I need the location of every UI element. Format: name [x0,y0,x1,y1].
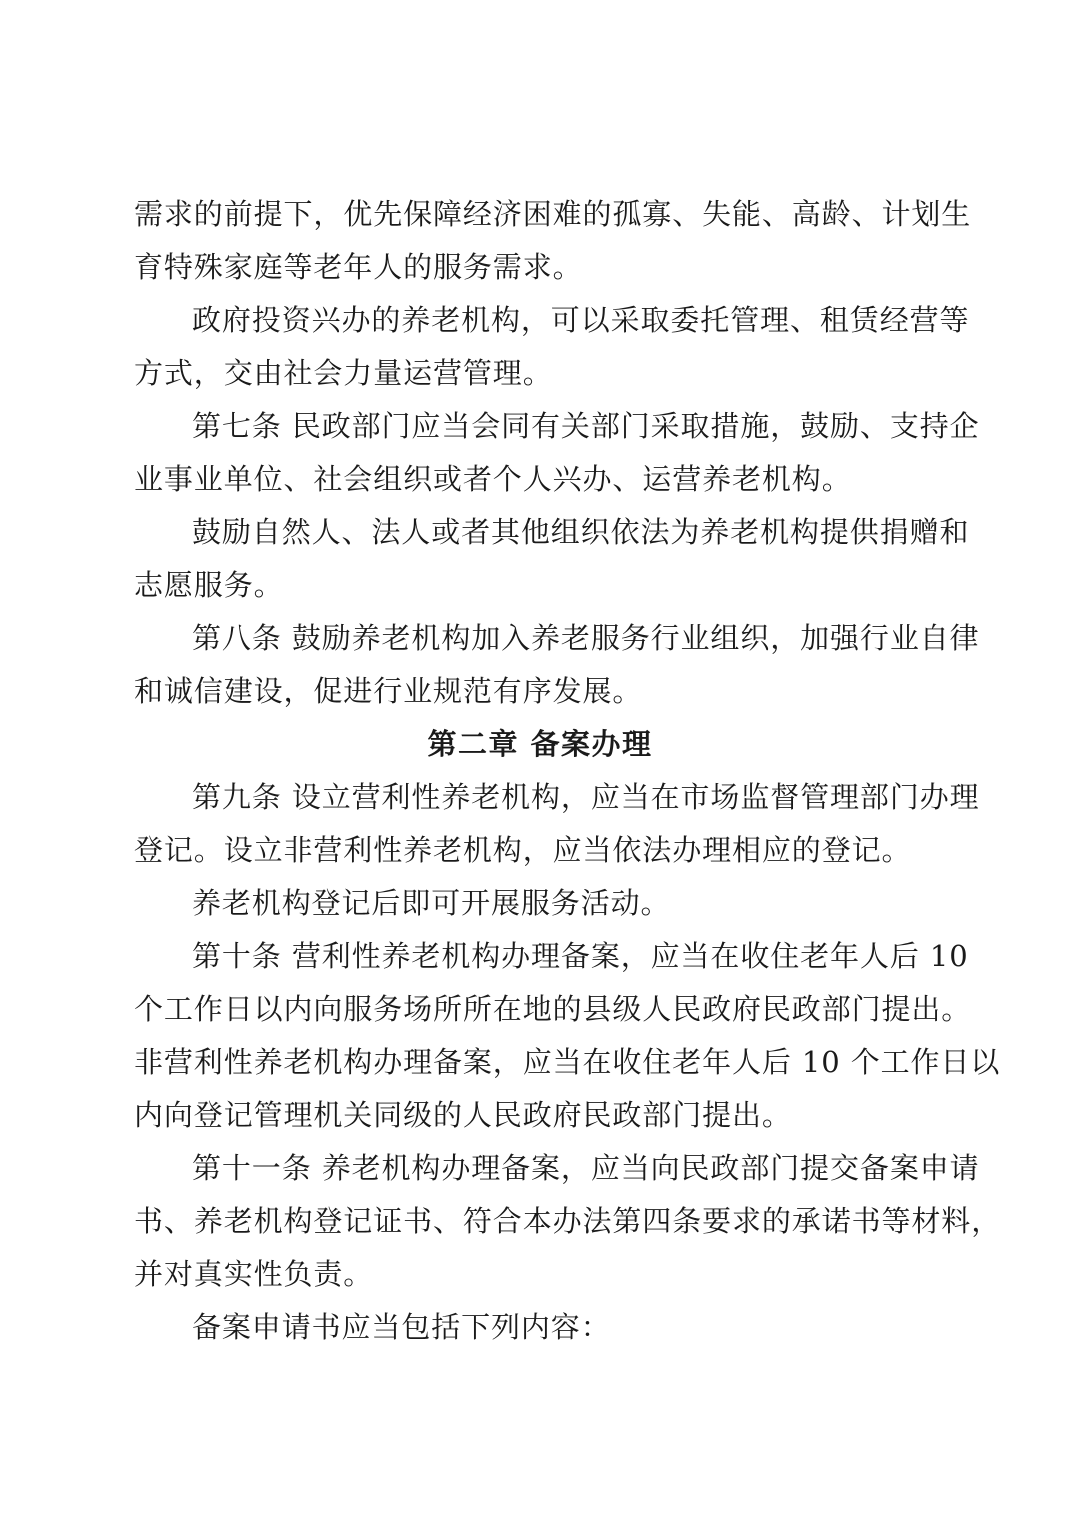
text-line-4: 方式，交由社会力量运营管理。 [134,356,553,390]
text-line-7: 鼓励自然人、法人或者其他组织依法为养老机构提供捐赠和 [192,515,970,549]
text-line-3: 政府投资兴办的养老机构，可以采取委托管理、租赁经营等 [192,303,970,337]
text-line-5: 第七条 民政部门应当会同有关部门采取措施，鼓励、支持企 [192,409,980,443]
text-line-10: 和诚信建设，促进行业规范有序发展。 [134,674,643,708]
text-line-21: 备案申请书应当包括下列内容： [192,1310,611,1344]
text-line-20: 并对真实性负责。 [134,1257,374,1291]
text-line-13: 养老机构登记后即可开展服务活动。 [192,886,671,920]
text-line-14: 第十条 营利性养老机构办理备案，应当在收住老年人后 10 [192,939,969,973]
text-line-11: 第九条 设立营利性养老机构，应当在市场监督管理部门办理 [192,780,980,814]
text-line-17: 内向登记管理机关同级的人民政府民政部门提出。 [134,1098,792,1132]
text-line-19: 书、养老机构登记证书、符合本办法第四条要求的承诺书等材料， [134,1204,1002,1238]
text-line-8: 志愿服务。 [134,568,284,602]
text-line-6: 业事业单位、社会组织或者个人兴办、运营养老机构。 [134,462,852,496]
text-line-9: 第八条 鼓励养老机构加入养老服务行业组织，加强行业自律 [192,621,980,655]
text-line-1: 需求的前提下，优先保障经济困难的孤寡、失能、高龄、计划生 [134,197,972,231]
text-line-15: 个工作日以内向服务场所所在地的县级人民政府民政部门提出。 [134,992,972,1026]
chapter-heading: 第二章 备案办理 [427,727,653,761]
text-line-12: 登记。设立非营利性养老机构，应当依法办理相应的登记。 [134,833,912,867]
text-line-16: 非营利性养老机构办理备案，应当在收住老年人后 10 个工作日以 [134,1045,1001,1079]
text-line-18: 第十一条 养老机构办理备案，应当向民政部门提交备案申请 [192,1151,980,1185]
text-line-2: 育特殊家庭等老年人的服务需求。 [134,250,583,284]
